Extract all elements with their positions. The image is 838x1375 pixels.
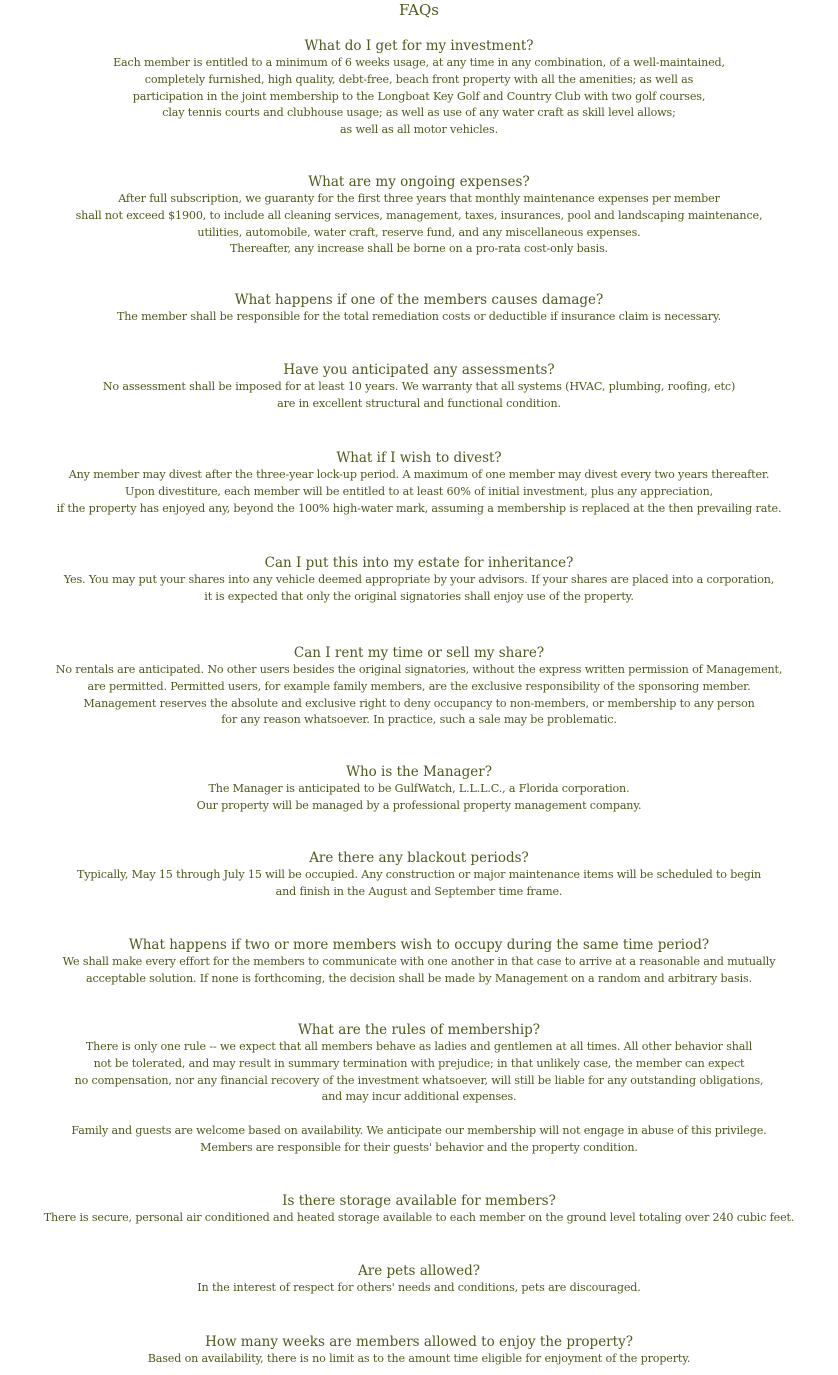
answer-line: it is expected that only the original signatories shall enjoy use of the property.	[204, 589, 634, 603]
faq-item	[0, 1193, 838, 1227]
faq-answer	[0, 1351, 838, 1368]
answer-line: No rentals are anticipated. No other users besides the original signatories, without the express written permission of Management,	[55, 663, 783, 676]
answer-line: are permitted. Permitted users, for example family members, are the exclusive responsibility of the sponsoring member.	[87, 679, 751, 693]
faq-answer	[0, 191, 838, 258]
faq-answer	[0, 781, 838, 815]
answer-line: After full subscription, we guaranty for the first three years that monthly maintenance expenses per member	[118, 192, 720, 205]
faq-answer	[0, 1039, 838, 1157]
answer-line: completely furnished, high quality, debt-free, beach front property with all the amenities; as well as	[144, 72, 694, 86]
answer-line: participation in the joint membership to the Longboat Key Golf and Country Club with two golf courses,	[132, 89, 706, 103]
faq-item	[0, 1334, 838, 1368]
answer-line: and may incur additional expenses.	[321, 1090, 517, 1104]
answer-line: Any member may divest after the three-year lock-up period. A maximum of one member may divest every two years thereafter.	[68, 468, 770, 481]
answer-line: clay tennis courts and clubhouse usage; as well as use of any water craft as skill level allows;	[162, 106, 676, 120]
answer-line: shall not exceed $1900, to include all cleaning services, management, taxes, insurances, pool and landscaping maintenance,	[75, 208, 763, 222]
faq-question: Can I put this into my estate for inheritance?	[264, 555, 574, 571]
faq-item	[0, 450, 838, 517]
faq-answer	[0, 55, 838, 139]
faq-question: Who is the Manager?	[346, 764, 492, 780]
answer-line: There is secure, personal air conditioned and heated storage available to each member on the ground level totaling over 240 cubic feet.	[43, 1211, 795, 1224]
faq-item	[0, 764, 838, 815]
answer-line: as well as all motor vehicles.	[340, 123, 498, 137]
answer-line: Thereafter, any increase shall be borne on a pro-rata cost-only basis.	[229, 242, 609, 256]
faq-question: Are there any blackout periods?	[309, 850, 529, 866]
faq-question: What do I get for my investment?	[304, 38, 534, 54]
answer-line: and finish in the August and September time frame.	[275, 884, 563, 898]
faq-item	[0, 850, 838, 901]
answer-line: The member shall be responsible for the total remediation costs or deductible if insurance claim is necessary.	[116, 310, 722, 323]
faq-item	[0, 645, 838, 729]
faq-answer	[0, 379, 838, 413]
faq-item	[0, 555, 838, 606]
answer-line: Upon divestiture, each member will be entitled to at least 60% of initial investment, plus any appreciation,	[124, 484, 714, 498]
answer-line: There is only one rule -- we expect that all members behave as ladies and gentlemen at all times. All other behavior shall	[85, 1040, 753, 1053]
faq-question: How many weeks are members allowed to enjoy the property?	[205, 1334, 633, 1350]
answer-line: Members are responsible for their guests' behavior and the property condition.	[200, 1140, 638, 1154]
faq-answer	[0, 954, 838, 988]
faq-question: Have you anticipated any assessments?	[283, 362, 555, 378]
faq-question: What if I wish to divest?	[336, 450, 502, 466]
answer-line: Typically, May 15 through July 15 will be occupied. Any construction or major maintenance items will be scheduled to begin	[76, 868, 762, 881]
faq-answer	[0, 467, 838, 517]
answer-line: Each member is entitled to a minimum of 6 weeks usage, at any time in any combination, of a well-maintained,	[113, 56, 725, 69]
faq-item	[0, 1263, 838, 1297]
answer-line: utilities, automobile, water craft, reserve fund, and any miscellaneous expenses.	[197, 225, 641, 239]
paragraph-gap	[0, 1106, 838, 1123]
faq-answer	[0, 309, 838, 326]
answer-line: The Manager is anticipated to be GulfWatch, L.L.L.C., a Florida corporation.	[208, 782, 630, 795]
faq-question: Is there storage available for members?	[282, 1193, 556, 1209]
faq-answer	[0, 1210, 838, 1227]
faq-item	[0, 1022, 838, 1157]
page-title: FAQs	[399, 1, 439, 19]
answer-line: Based on availability, there is no limit as to the amount time eligible for enjoyment of the property.	[147, 1352, 691, 1365]
faq-item	[0, 292, 838, 326]
faq-question: What happens if two or more members wish to occupy during the same time period?	[128, 937, 710, 953]
answer-line: not be tolerated, and may result in summary termination with prejudice; in that unlikely case, the member can expect	[93, 1056, 745, 1070]
answer-line: In the interest of respect for others' needs and conditions, pets are discouraged.	[197, 1281, 641, 1294]
answer-line: for any reason whatsoever. In practice, such a sale may be problematic.	[221, 713, 617, 727]
faq-item	[0, 362, 838, 413]
answer-line: No assessment shall be imposed for at least 10 years. We warranty that all systems (HVAC, plumbing, roofing, etc)	[102, 380, 736, 393]
answer-line: Our property will be managed by a professional property management company.	[196, 798, 642, 812]
answer-line: Yes. You may put your shares into any vehicle deemed appropriate by your advisors. If your shares are placed into a corporation,	[63, 573, 775, 586]
faq-question: What happens if one of the members causes damage?	[234, 292, 604, 308]
faq-item	[0, 174, 838, 258]
faq-item	[0, 38, 838, 139]
faq-question: What are the rules of membership?	[297, 1022, 541, 1038]
faq-answer	[0, 572, 838, 606]
answer-line: Management reserves the absolute and exclusive right to deny occupancy to non-members, or membership to any person	[83, 696, 755, 710]
answer-line: no compensation, nor any financial recovery of the investment whatsoever, will still be liable for any outstanding obligations,	[74, 1073, 764, 1087]
faq-item	[0, 937, 838, 988]
faq-answer	[0, 867, 838, 901]
answer-line: Family and guests are welcome based on availability. We anticipate our membership will not engage in abuse of this privilege.	[71, 1123, 767, 1137]
answer-line: if the property has enjoyed any, beyond the 100% high-water mark, assuming a membership is replaced at the then prevailing rate.	[56, 501, 782, 515]
faq-answer	[0, 1280, 838, 1297]
faq-question: What are my ongoing expenses?	[308, 174, 530, 190]
answer-line: are in excellent structural and functional condition.	[277, 396, 561, 410]
faq-answer	[0, 662, 838, 729]
faq-question: Can I rent my time or sell my share?	[293, 645, 545, 661]
answer-line: acceptable solution. If none is forthcoming, the decision shall be made by Management on a random and arbitrary basis.	[86, 971, 752, 985]
answer-line: We shall make every effort for the members to communicate with one another in that case to arrive at a reasonable and mutually	[62, 955, 776, 968]
faq-question: Are pets allowed?	[358, 1263, 480, 1279]
